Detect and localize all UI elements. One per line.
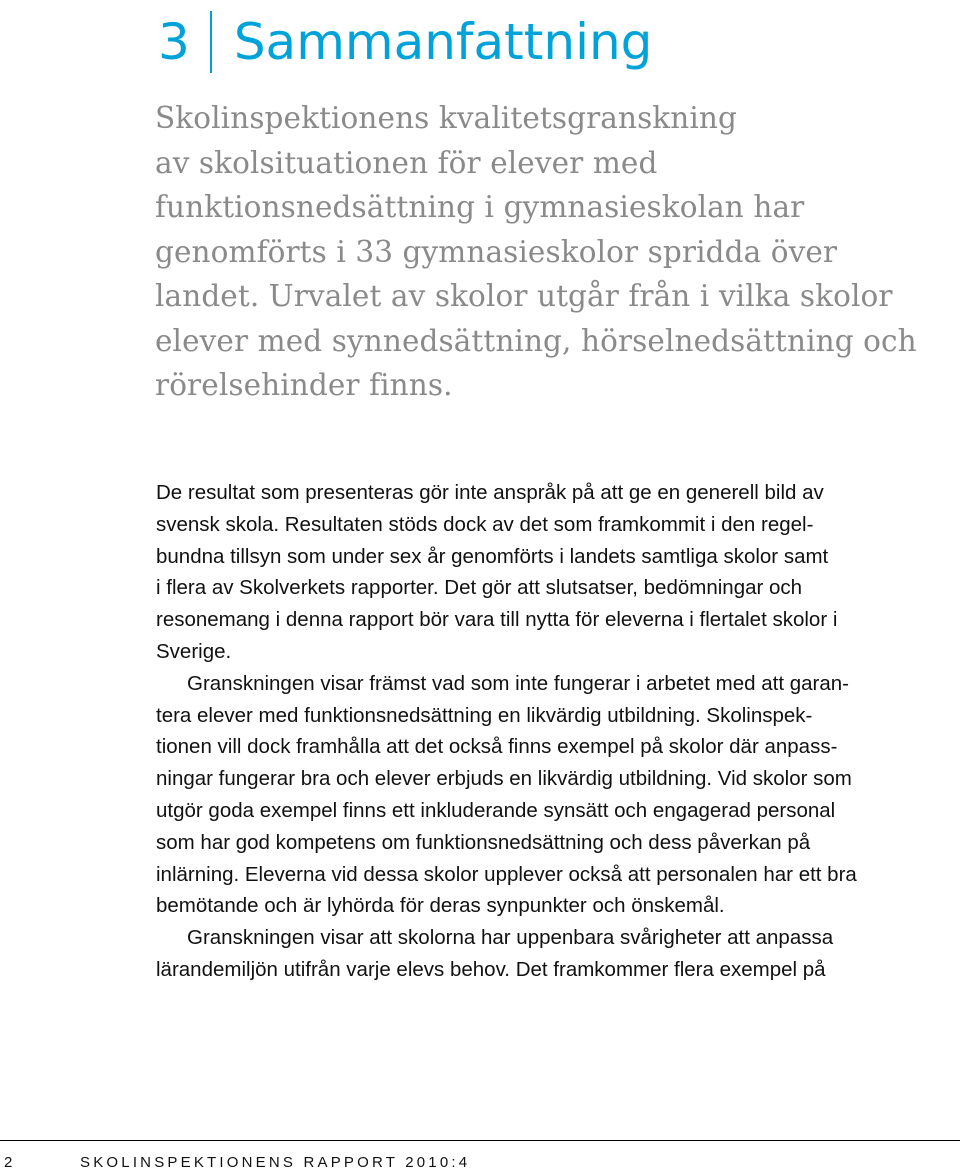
- chapter-heading: [158, 2, 652, 82]
- chapter-title: Sammanfattning: [233, 13, 653, 71]
- body-line: inlärning. Eleverna vid dessa skolor upplever också att personalen har ett bra: [156, 862, 857, 886]
- body-line: tionen vill dock framhålla att det också finns exempel på skolor där anpass-: [156, 735, 838, 759]
- body-line: utgör goda exempel finns ett inkluderande synsätt och engagerad personal: [156, 798, 836, 822]
- intro-line: av skolsituationen för elever med: [155, 145, 658, 180]
- body-line: resonemang i denna rapport bör vara till nytta för eleverna i flertalet skolor i: [156, 608, 838, 632]
- body-line: Granskningen visar främst vad som inte fungerar i arbetet med att garan-: [187, 671, 850, 695]
- body-line: som har god kompetens om funktionsnedsättning och dess påverkan på: [156, 830, 811, 854]
- publication-title: SKOLINSPEKTIONENS RAPPORT 2010:4: [80, 1154, 471, 1171]
- intro-line: Skolinspektionens kvalitetsgranskning: [155, 101, 738, 135]
- intro-line: funktionsnedsättning i gymnasieskolan har: [155, 190, 805, 224]
- body-line: bemötande och är lyhörda för deras synpunkter och önskemål.: [156, 894, 725, 918]
- body-line: tera elever med funktionsnedsättning en likvärdig utbildning. Skolinspek-: [156, 703, 813, 727]
- intro-line: elever med synnedsättning, hörselnedsättning och: [155, 323, 917, 358]
- body-line: Sverige.: [156, 639, 232, 663]
- body-line: svensk skola. Resultaten stöds dock av det som framkommit i den regel-: [156, 512, 814, 536]
- body-line: bundna tillsyn som under sex år genomförts i landets samtliga skolor samt: [156, 544, 829, 568]
- body-line: De resultat som presenteras gör inte anspråk på att ge en generell bild av: [156, 481, 824, 504]
- intro-line: rörelsehinder finns.: [155, 368, 453, 402]
- body-line: lärandemiljön utifrån varje elevs behov. Det framkommer flera exempel på: [156, 957, 826, 981]
- intro-line: landet. Urvalet av skolor utgår från i vilka skolor: [155, 279, 893, 313]
- heading-divider: [210, 11, 212, 73]
- body-text: [156, 477, 960, 986]
- intro-line: genomförts i 33 gymnasieskolor spridda över: [155, 234, 838, 269]
- chapter-number: 3: [158, 13, 190, 71]
- body-line: i flera av Skolverkets rapporter. Det gör att slutsatser, bedömningar och: [156, 576, 803, 600]
- intro-paragraph: [155, 96, 955, 408]
- body-line: ningar fungerar bra och elever erbjuds en likvärdig utbildning. Vid skolor som: [156, 767, 852, 791]
- body-line: Granskningen visar att skolorna har uppenbara svårigheter att anpassa: [187, 926, 834, 950]
- page-number: 2: [4, 1154, 13, 1171]
- footer-divider: [0, 1140, 960, 1141]
